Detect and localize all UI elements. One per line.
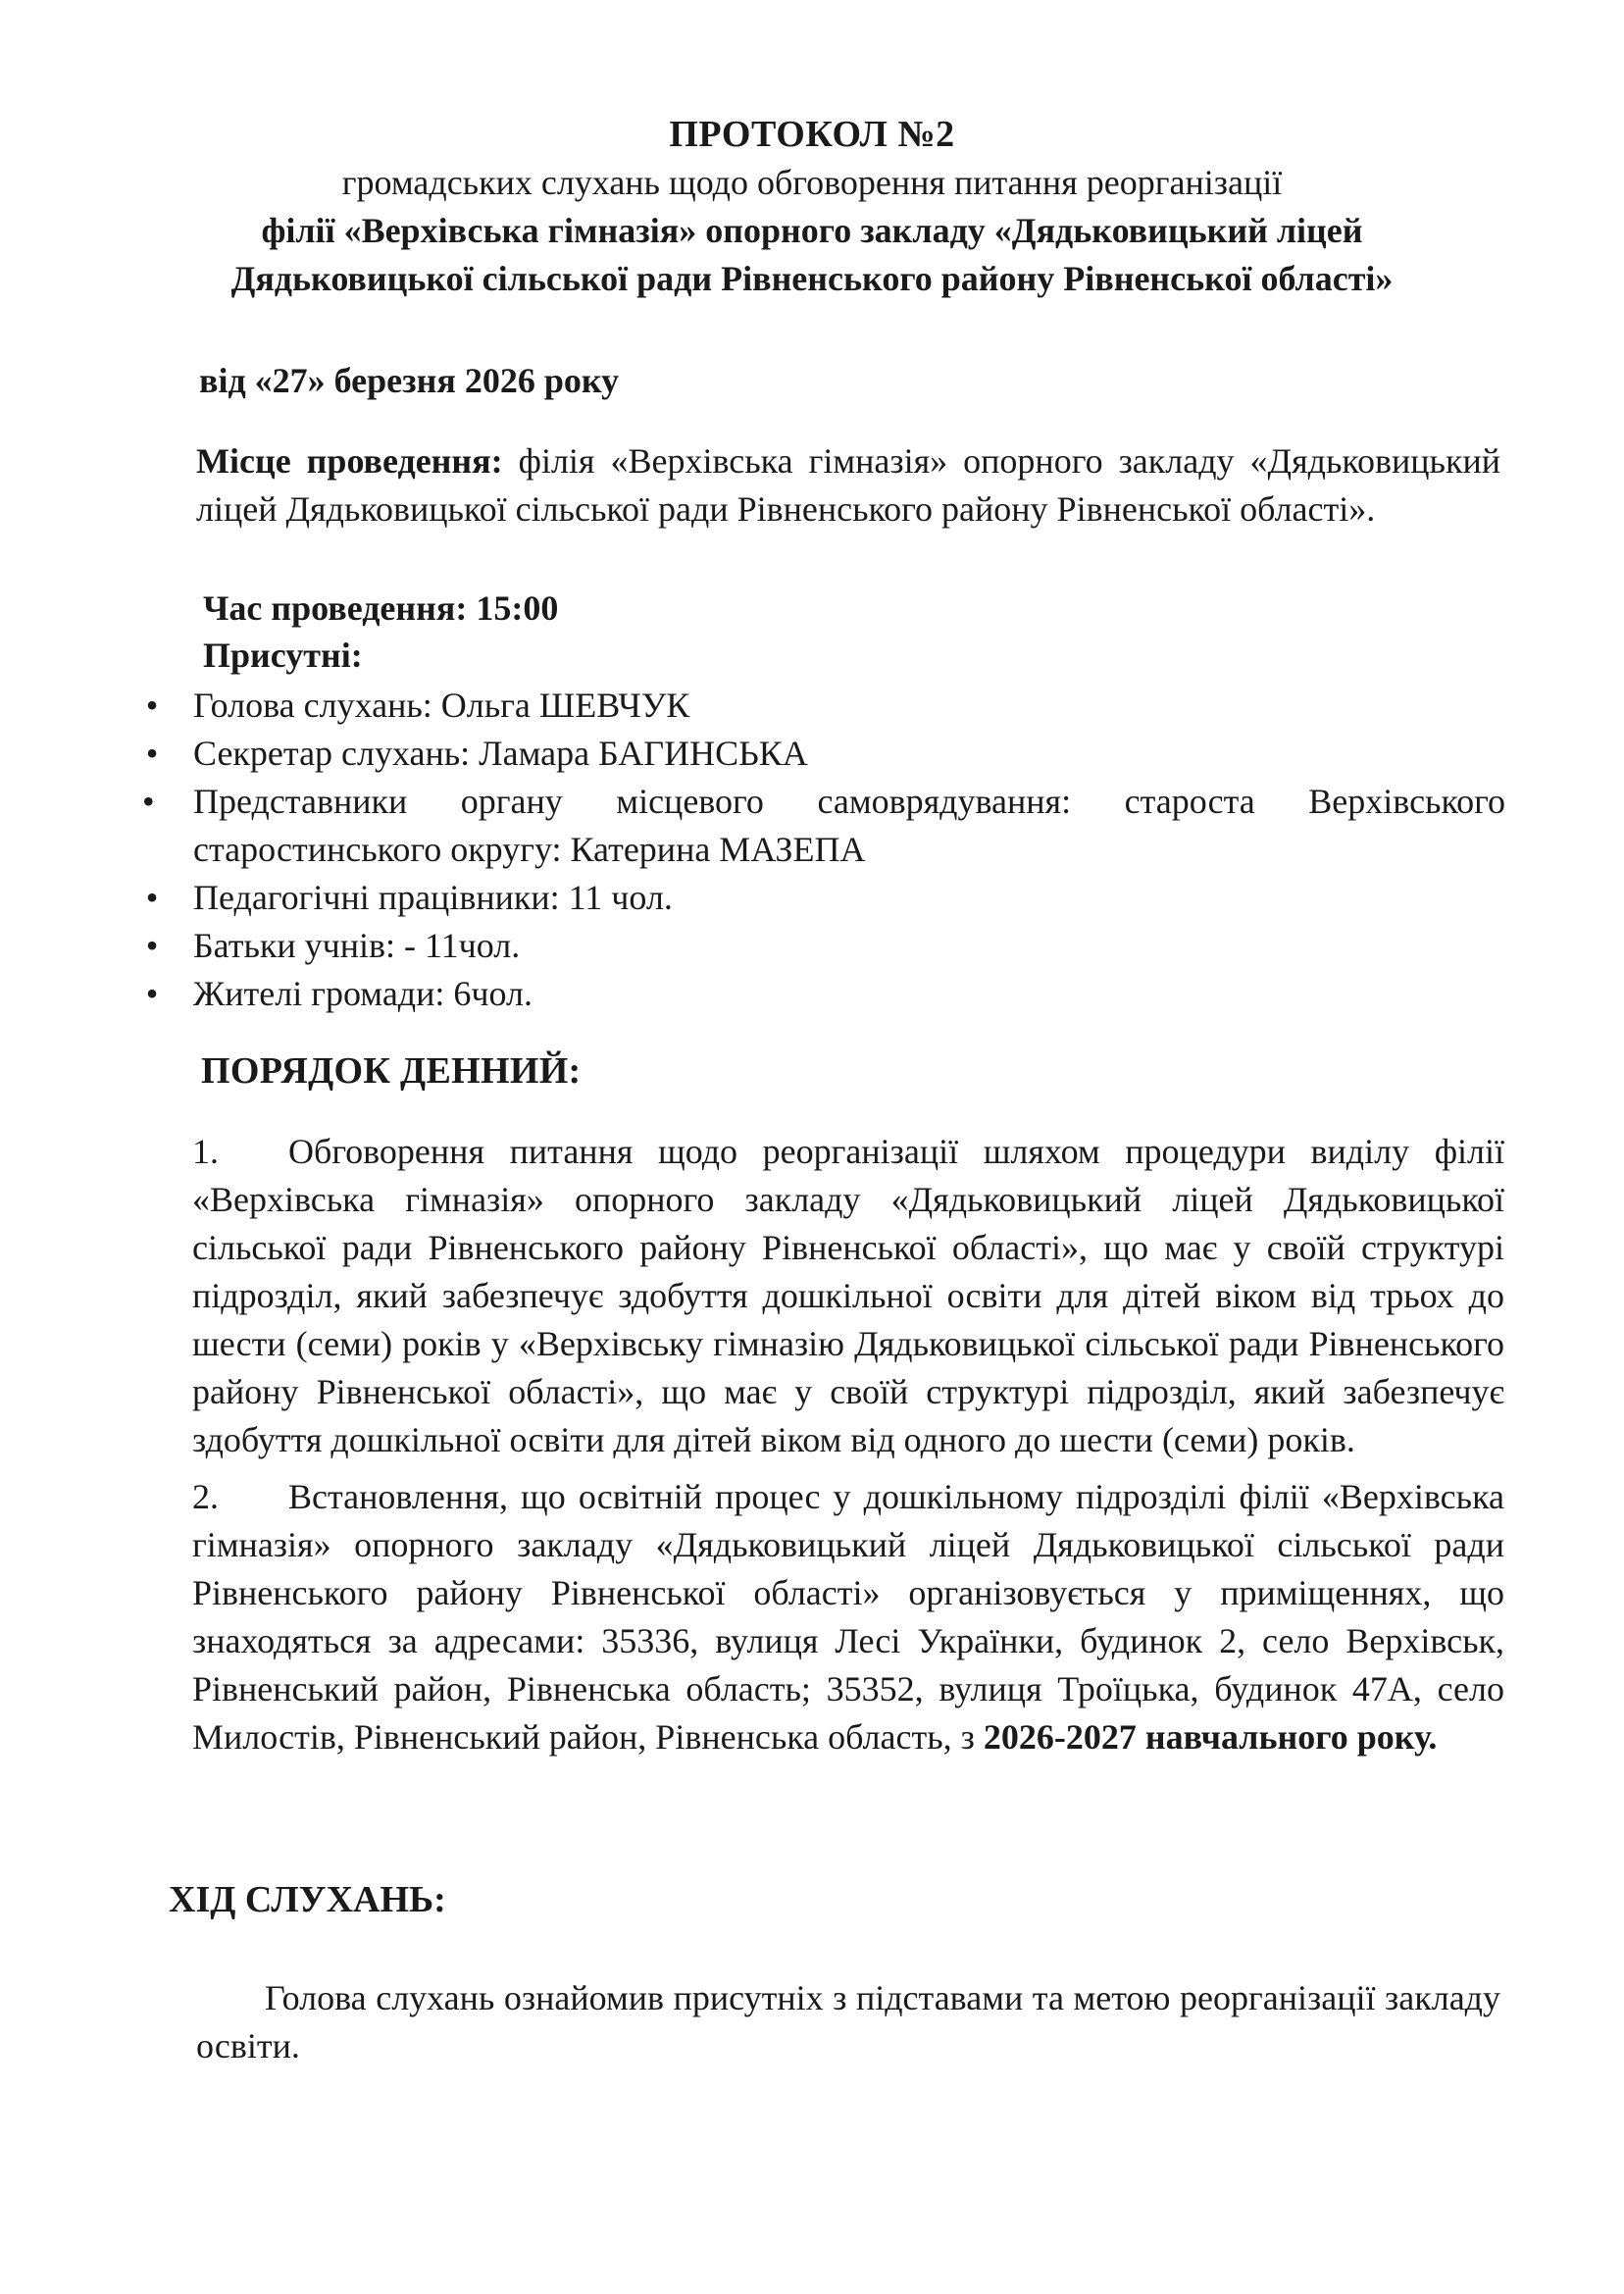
bullet-icon: • <box>145 926 159 965</box>
bullet-icon: • <box>145 878 159 917</box>
bullet-icon: • <box>145 686 159 725</box>
document-title: ПРОТОКОЛ №2 <box>669 114 955 155</box>
list-item <box>142 874 1505 922</box>
agenda-item-2 <box>192 1473 1504 1761</box>
present-item-text: Представники органу місцевого самоврядування: староста Верхівського старостинського округу: Катерина МАЗЕПА <box>193 782 1505 869</box>
list-item <box>142 778 1505 874</box>
agenda-item-number: 2. <box>192 1477 219 1516</box>
list-item <box>142 730 1505 778</box>
present-list <box>142 682 1505 1018</box>
meeting-place-label: Місце проведення: <box>196 441 503 481</box>
bullet-icon: • <box>145 734 159 773</box>
subtitle-line-2: філії «Верхівська гімназія» опорного закладу «Дядьковицький ліцей <box>261 211 1363 250</box>
bullet-icon: • <box>145 974 159 1013</box>
meeting-place-text: філія «Верхівська гімназія» опорного закладу «Дядьковицький ліцей Дядьковицької сільської ради Рівненського району Рівненської області». <box>196 441 1500 529</box>
present-item-text: Педагогічні працівники: 11 чол. <box>193 878 673 917</box>
agenda-item-text: Встановлення, що освітній процес у дошкільному підрозділі філії «Верхівська гімназія» опорного закладу «Дядьковицький ліцей Дядьковицької сільської ради Рівненського району Рівненської області» організовується у приміщеннях, що знаходяться за адресами: 35336, вулиця Лесі Українки, будинок 2, село Верхівськ, Рівненський район, Рівненська область; 35352, вулиця Троїцька, будинок 47А, село Милостів, Рівненський район, Рівненська область, з <box>192 1477 1504 1757</box>
bullet-icon: • <box>142 782 155 821</box>
progress-title: ХІД СЛУХАНЬ: <box>169 1879 446 1920</box>
subtitle-line-1: громадських слухань щодо обговорення питання реорганізації <box>341 163 1283 202</box>
present-item-text: Жителі громади: 6чол. <box>193 974 533 1013</box>
subtitle-line-3: Дядьковицької сільської ради Рівненського району Рівненської області» <box>230 259 1394 298</box>
list-item <box>142 970 1505 1018</box>
document-header <box>0 110 1624 303</box>
agenda-title: ПОРЯДОК ДЕННИЙ: <box>201 1050 582 1092</box>
meeting-time: Час проведення: 15:00 <box>203 588 559 628</box>
list-item <box>142 682 1505 730</box>
progress-text: Голова слухань ознайомив присутніх з підставами та метою реорганізації закладу освіти. <box>196 1978 1500 2065</box>
agenda-item-text: Обговорення питання щодо реорганізації шляхом процедури виділу філії «Верхівська гімназія» опорного закладу «Дядьковицький ліцей Дядьковицької сільської ради Рівненського району Рівненської області», що має у своїй структурі підрозділ, який забезпечує здобуття дошкільної освіти для дітей віком від трьох до шести (семи) років у «Верхівську гімназію Дядьковицької сільської ради Рівненського району Рівненської області», що має у своїй структурі підрозділ, який забезпечує здобуття дошкільної освіти для дітей віком від одного до шести (семи) років. <box>192 1132 1504 1459</box>
agenda-item-number: 1. <box>192 1132 219 1171</box>
meeting-place <box>196 437 1500 534</box>
list-item <box>142 922 1505 970</box>
protocol-date: від «27» березня 2026 року <box>199 361 620 400</box>
present-item-text: Голова слухань: Ольга ШЕВЧУК <box>193 686 690 725</box>
academic-year-emphasis: 2026-2027 навчального року. <box>983 1717 1438 1757</box>
present-item-text: Секретар слухань: Ламара БАГИНСЬКА <box>193 734 808 773</box>
present-item-text: Батьки учнів: - 11чол. <box>193 926 521 965</box>
present-label: Присутні: <box>203 636 363 675</box>
agenda-item-1 <box>192 1128 1504 1464</box>
